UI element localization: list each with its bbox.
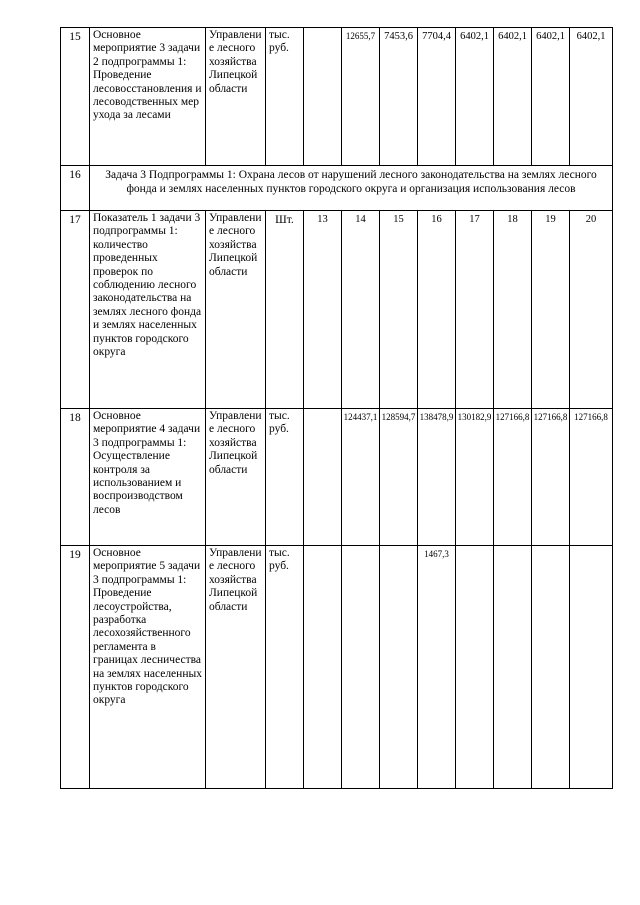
value-cell: 6402,1 xyxy=(456,28,494,166)
table-row xyxy=(61,211,613,409)
measure-name: Показатель 1 задачи 3 подпрограммы 1: количество проведенных проверок по соблюдению лесного законодательства на землях лесного фонда и землях населенных пунктов городского округа xyxy=(90,211,206,409)
table-row xyxy=(61,546,613,789)
value-cell xyxy=(456,546,494,789)
value-cell: 17 xyxy=(456,211,494,409)
unit-of-measure: тыс. руб. xyxy=(266,28,304,166)
value-cell: 12655,7 xyxy=(342,28,380,166)
value-cell: 15 xyxy=(380,211,418,409)
value-cell: 124437,1 xyxy=(342,409,380,546)
value-cell: 14 xyxy=(342,211,380,409)
value-cell xyxy=(570,546,613,789)
table-row xyxy=(61,409,613,546)
value-cell: 16 xyxy=(418,211,456,409)
value-cell xyxy=(304,409,342,546)
value-cell: 19 xyxy=(532,211,570,409)
value-cell: 7704,4 xyxy=(418,28,456,166)
value-cell: 18 xyxy=(494,211,532,409)
value-cell xyxy=(304,28,342,166)
unit-of-measure: тыс. руб. xyxy=(266,409,304,546)
responsible-executor: Управление лесного хозяйства Липецкой области xyxy=(206,546,266,789)
value-cell: 127166,8 xyxy=(494,409,532,546)
measure-name: Основное мероприятие 3 задачи 2 подпрограммы 1: Проведение лесовосстановления и лесоводственных мер ухода за лесами xyxy=(90,28,206,166)
value-cell: 13 xyxy=(304,211,342,409)
value-cell: 127166,8 xyxy=(570,409,613,546)
measure-name: Основное мероприятие 5 задачи 3 подпрограммы 1: Проведение лесоустройства, разработка лесохозяйственного регламента в границах лесничества на землях населенных пунктов городского округа xyxy=(90,546,206,789)
value-cell xyxy=(304,546,342,789)
measure-name: Основное мероприятие 4 задачи 3 подпрограммы 1: Осуществление контроля за использованием и воспроизводством лесов xyxy=(90,409,206,546)
row-number: 15 xyxy=(61,28,90,166)
row-number: 18 xyxy=(61,409,90,546)
value-cell: 7453,6 xyxy=(380,28,418,166)
responsible-executor: Управление лесного хозяйства Липецкой области xyxy=(206,211,266,409)
value-cell xyxy=(342,546,380,789)
value-cell: 130182,9 xyxy=(456,409,494,546)
value-cell: 128594,7 xyxy=(380,409,418,546)
value-cell: 6402,1 xyxy=(494,28,532,166)
unit-of-measure: тыс. руб. xyxy=(266,546,304,789)
responsible-executor: Управление лесного хозяйства Липецкой области xyxy=(206,409,266,546)
program-table xyxy=(60,27,613,789)
table-row xyxy=(61,166,613,211)
value-cell xyxy=(380,546,418,789)
row-number: 17 xyxy=(61,211,90,409)
responsible-executor: Управление лесного хозяйства Липецкой области xyxy=(206,28,266,166)
value-cell: 6402,1 xyxy=(532,28,570,166)
unit-of-measure: Шт. xyxy=(266,211,304,409)
section-header: Задача 3 Подпрограммы 1: Охрана лесов от нарушений лесного законодательства на землях лесного фонда и землях населенных пунктов городского округа и организация использования лесов xyxy=(90,166,613,211)
value-cell: 20 xyxy=(570,211,613,409)
row-number: 19 xyxy=(61,546,90,789)
table-row xyxy=(61,28,613,166)
value-cell: 1467,3 xyxy=(418,546,456,789)
value-cell: 6402,1 xyxy=(570,28,613,166)
value-cell xyxy=(532,546,570,789)
row-number: 16 xyxy=(61,166,90,211)
value-cell xyxy=(494,546,532,789)
value-cell: 138478,9 xyxy=(418,409,456,546)
value-cell: 127166,8 xyxy=(532,409,570,546)
